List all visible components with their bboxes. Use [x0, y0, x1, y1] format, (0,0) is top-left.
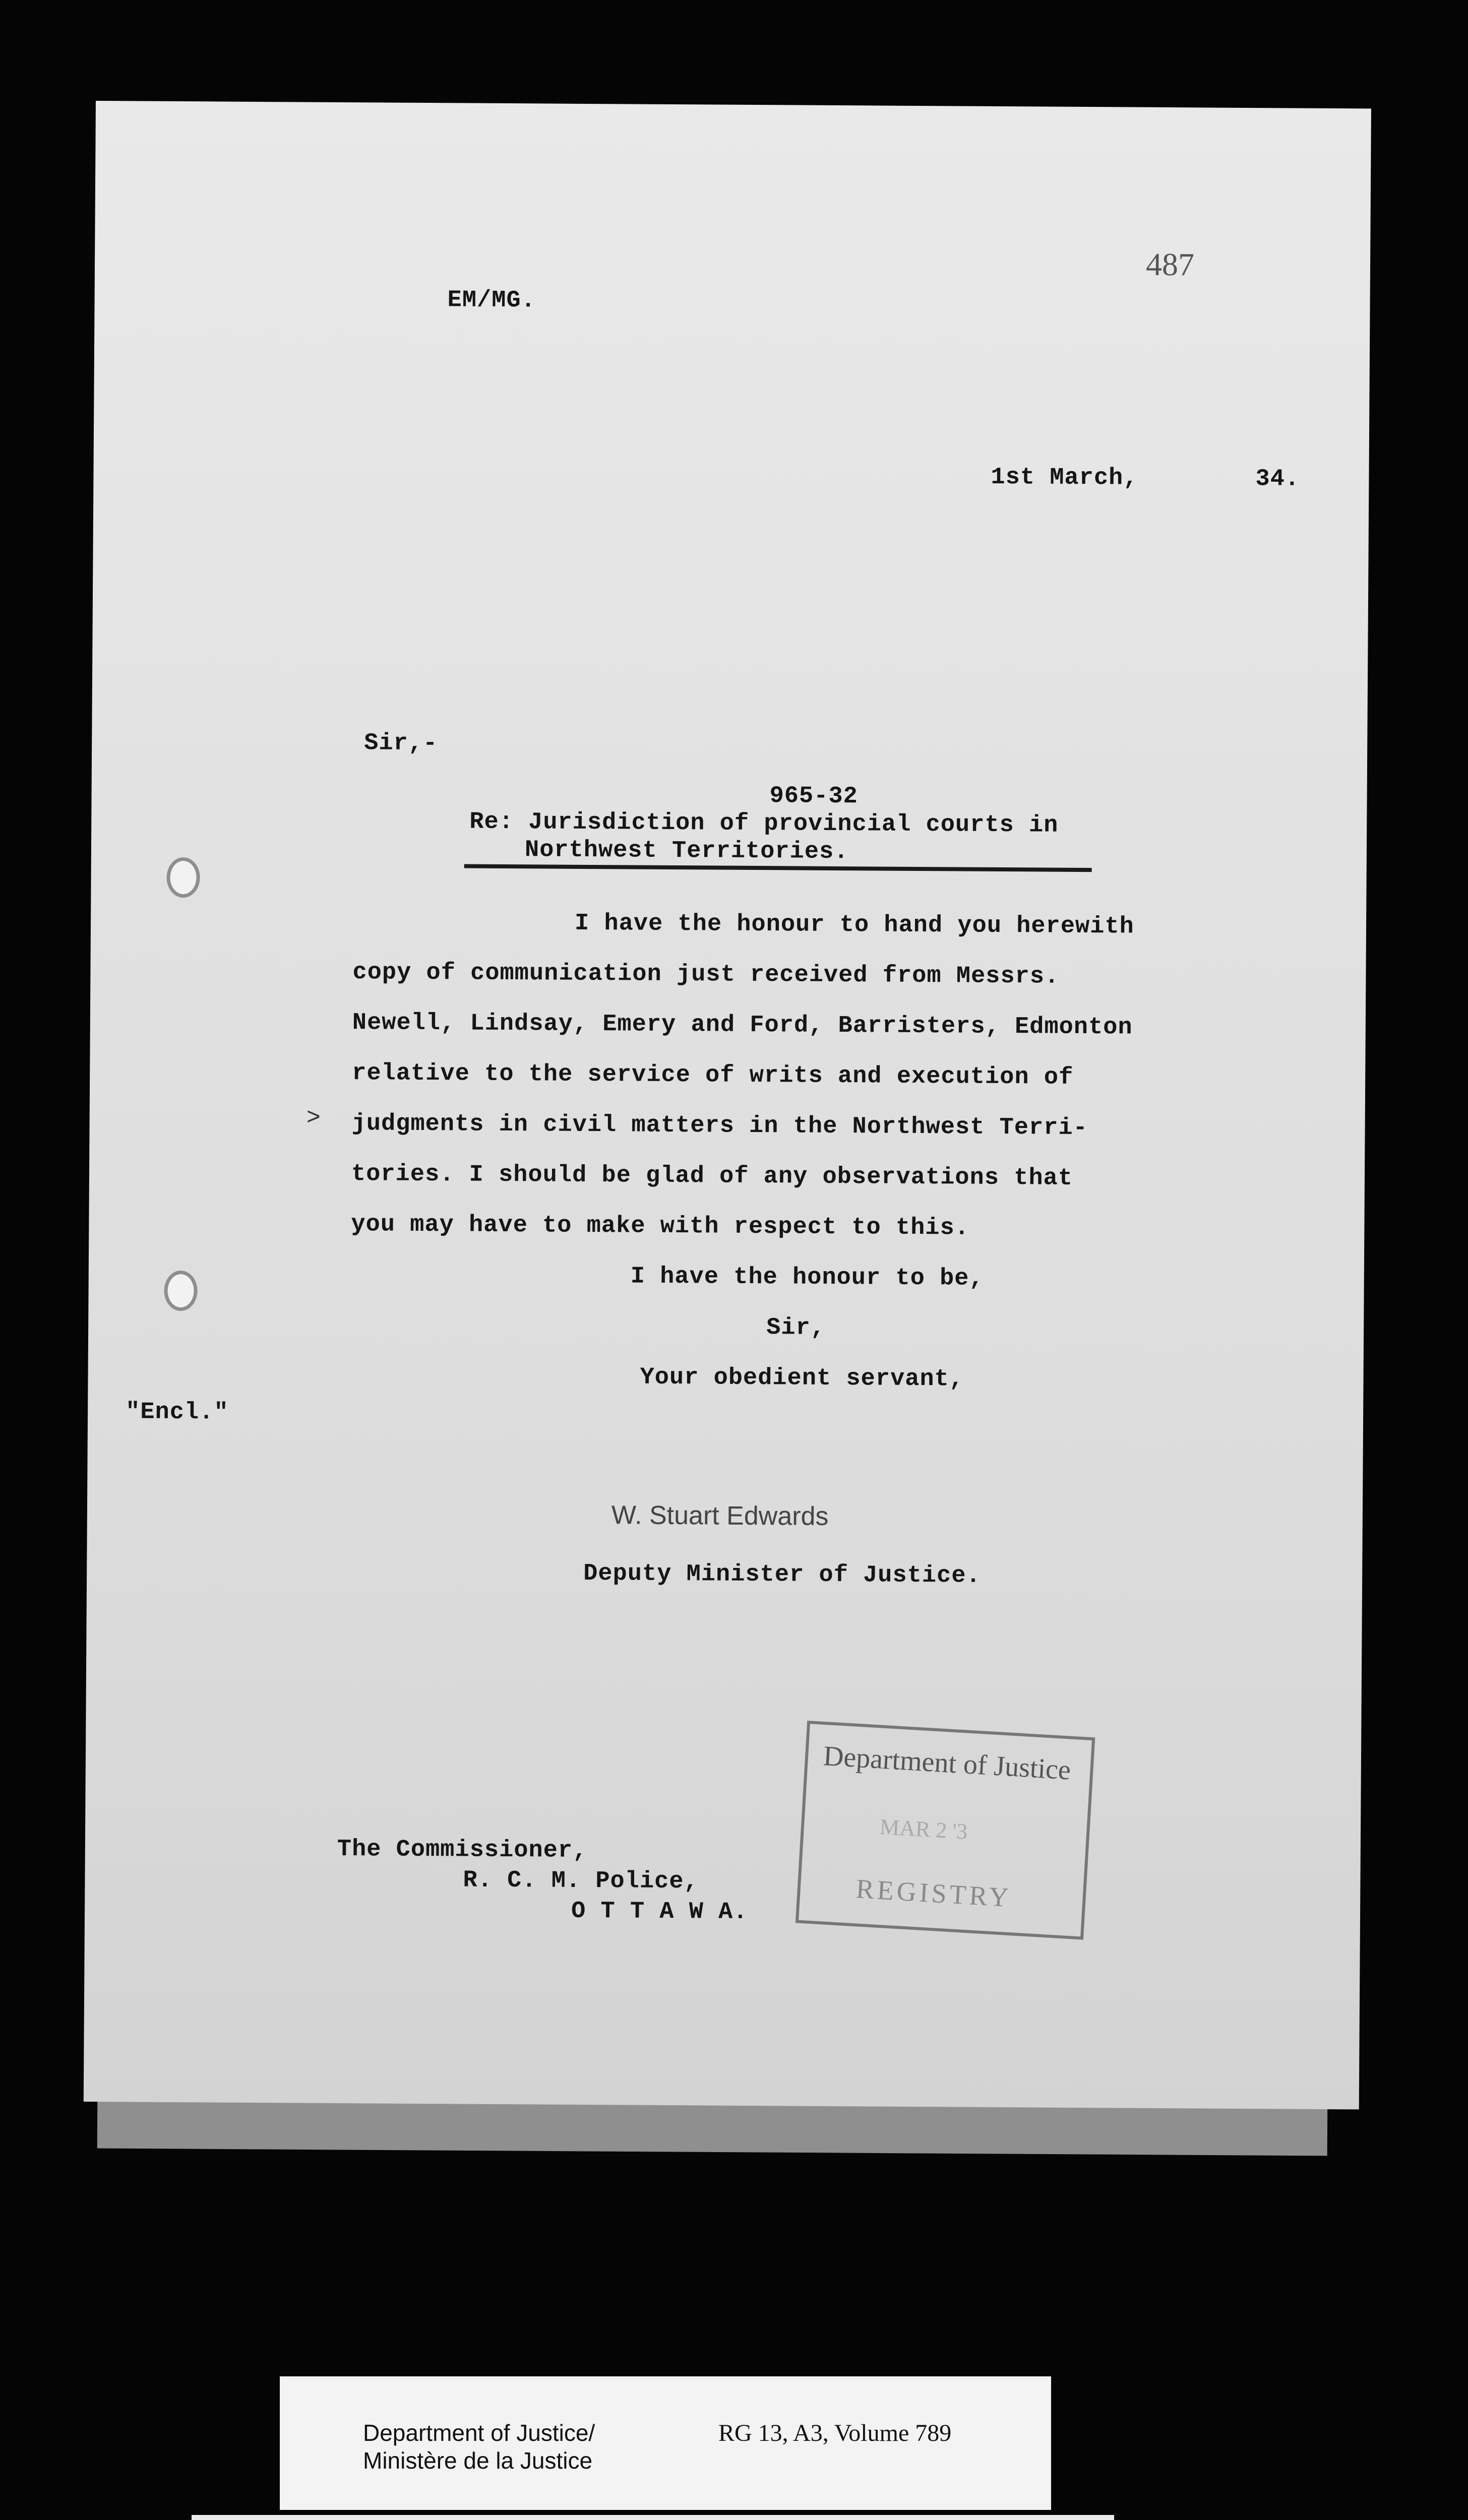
folio-number: 487 [1145, 246, 1195, 283]
registry-stamp [796, 1721, 1095, 1940]
letter-page [84, 101, 1371, 2109]
margin-mark: > [306, 1105, 322, 1132]
signature: W. Stuart Edwards [611, 1500, 829, 1531]
closing-line: Sir, [766, 1314, 826, 1342]
archive-reference-label [280, 2376, 1051, 2510]
body-line: relative to the service of writs and execution of [352, 1060, 1074, 1091]
signer-title: Deputy Minister of Justice. [583, 1560, 981, 1590]
file-number: 965-32 [769, 783, 858, 810]
label-department-en: Department of Justice/ [363, 2420, 595, 2446]
letter-date: 1st March, [991, 464, 1138, 492]
body-line: judgments in civil matters in the Northwest Terri- [351, 1110, 1088, 1142]
body-line: you may have to make with respect to this. [351, 1211, 970, 1242]
public-archives-banner [192, 2515, 1114, 2520]
enclosure-note: "Encl." [125, 1399, 229, 1426]
subject-underline [464, 864, 1092, 872]
body-line: Newell, Lindsay, Emery and Ford, Barristers, Edmonton [352, 1010, 1133, 1041]
subject-line-2: Northwest Territories. [524, 837, 849, 866]
reference-initials: EM/MG. [447, 287, 536, 314]
recipient-line: R. C. M. Police, [463, 1867, 699, 1896]
letter-year: 34. [1255, 466, 1300, 493]
label-department-fr: Ministère de la Justice [363, 2447, 593, 2474]
punch-hole-bottom [164, 1271, 197, 1311]
body-line: copy of communication just received from Messrs. [352, 959, 1060, 990]
closing-line: I have the honour to be, [630, 1263, 984, 1292]
closing-line: Your obedient servant, [640, 1364, 964, 1393]
punch-hole-top [166, 857, 200, 898]
recipient-line: The Commissioner, [337, 1836, 588, 1865]
body-line: I have the honour to hand you herewith [574, 910, 1134, 940]
salutation: Sir,- [364, 730, 438, 758]
stamp-department: Department of Justice [822, 1740, 1072, 1786]
recipient-line: O T T A W A. [571, 1898, 748, 1926]
label-rg-reference: RG 13, A3, Volume 789 [718, 2420, 952, 2446]
stamp-date: MAR 2 '3 [879, 1814, 968, 1844]
subject-line-1: Re: Jurisdiction of provincial courts in [469, 808, 1059, 839]
body-line: tories. I should be glad of any observations that [351, 1161, 1073, 1192]
stamp-registry: REGISTRY [855, 1873, 1013, 1913]
